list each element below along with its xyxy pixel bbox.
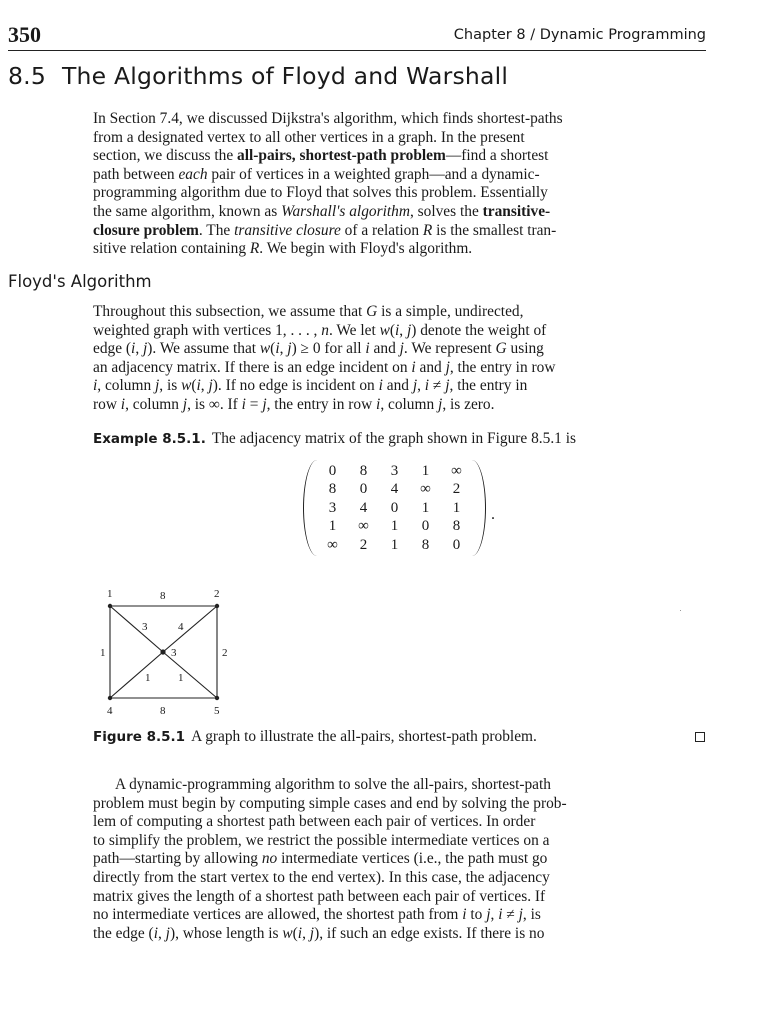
section-number: 8.5	[8, 62, 46, 90]
matrix-table	[317, 462, 472, 555]
text-line: from a designated vertex to all other vertices in a graph. In the present	[93, 128, 525, 146]
section-title	[8, 62, 508, 90]
subsection-title: Floyd's Algorithm	[8, 272, 152, 291]
matrix-row	[317, 462, 472, 481]
text-line: edge (i, j). We assume that w(i, j) ≥ 0 for all i and j. We represent G using	[93, 340, 544, 358]
edge-weight-label: 4	[178, 621, 184, 633]
matrix-cell: 1	[390, 536, 399, 553]
text-line: A dynamic-programming algorithm to solve the all-pairs, shortest-path	[115, 776, 551, 793]
example-heading	[93, 430, 576, 448]
edge-weight-label: 8	[160, 590, 166, 602]
matrix-cell: ∞	[327, 536, 338, 553]
vertex-label: 2	[214, 588, 220, 600]
edge-weight-label: 1	[178, 672, 184, 684]
matrix-cell: 4	[359, 499, 368, 516]
vertex-4	[108, 696, 112, 700]
text-line: In Section 7.4, we discussed Dijkstra's algorithm, which finds shortest-paths	[93, 110, 563, 127]
matrix-row	[317, 481, 472, 500]
page-number: 350	[8, 22, 41, 47]
edge-weight-label: 8	[160, 705, 166, 717]
matrix-cell: 1	[421, 462, 430, 479]
matrix-cell: 8	[421, 536, 430, 553]
matrix-cell: 1	[390, 518, 399, 535]
example-text: The adjacency matrix of the graph shown in Figure 8.5.1 is	[211, 430, 576, 447]
scan-speck	[680, 610, 681, 611]
matrix-cell: 0	[390, 499, 399, 516]
end-of-example-box-icon	[695, 732, 705, 742]
text-line: sitive relation containing R. We begin with Floyd's algorithm.	[93, 240, 473, 258]
matrix-cell: 0	[421, 518, 430, 535]
vertex-2	[215, 604, 219, 608]
matrix-cell: 1	[452, 499, 461, 516]
adjacency-matrix	[303, 460, 503, 556]
figure-caption	[93, 728, 707, 746]
vertex-label: 3	[171, 647, 177, 659]
matrix-row	[317, 499, 472, 518]
figure-caption-text: A graph to illustrate the all-pairs, shortest-path problem.	[191, 728, 537, 745]
text-line: the same algorithm, known as Warshall's algorithm, solves the transitive-	[93, 202, 551, 220]
text-line: lem of computing a shortest path between each pair of vertices. In order	[93, 813, 536, 831]
matrix-cell: ∞	[451, 462, 462, 479]
text-line: problem must begin by computing simple cases and end by solving the prob-	[93, 794, 567, 812]
text-line: the edge (i, j), whose length is w(i, j), if such an edge exists. If there is no	[93, 924, 545, 942]
figure-label: Figure 8.5.1	[93, 729, 186, 745]
text-line: row i, column j, is ∞. If i = j, the entry in row i, column j, is zero.	[93, 395, 495, 413]
matrix-cell: ∞	[358, 518, 369, 535]
text-line: matrix gives the length of a shortest path between each pair of vertices. If	[93, 887, 546, 905]
edge-weight-label: 3	[142, 621, 148, 633]
matrix-cell: 8	[328, 481, 337, 498]
text-line: i, column j, is w(i, j). If no edge is incident on i and j, i ≠ j, the entry in	[93, 377, 528, 395]
left-bracket	[303, 460, 318, 556]
weighted-graph-figure	[92, 584, 242, 719]
dp-paragraph	[93, 776, 707, 943]
text-line: weighted graph with vertices 1, . . . , n. We let w(i, j) denote the weight of	[93, 321, 547, 339]
vertex-label: 1	[107, 588, 113, 600]
right-bracket	[471, 460, 486, 556]
matrix-cell: 0	[328, 462, 337, 479]
matrix-row	[317, 518, 472, 537]
text-line: no intermediate vertices are allowed, the shortest path from i to j, i ≠ j, is	[93, 906, 541, 924]
vertex-3	[160, 649, 165, 654]
text-line: to simplify the problem, we restrict the possible intermediate vertices on a	[93, 831, 550, 849]
edge-weight-label: 1	[145, 672, 151, 684]
page-header	[8, 22, 706, 51]
edge-weight-label: 1	[100, 647, 106, 659]
matrix-cell: 0	[452, 536, 461, 553]
matrix-cell: 8	[452, 518, 461, 535]
matrix-terminator: .	[491, 506, 495, 523]
text-line: Throughout this subsection, we assume that G is a simple, undirected,	[93, 303, 524, 320]
running-head: Chapter 8 / Dynamic Programming	[453, 27, 706, 43]
text-line: an adjacency matrix. If there is an edge incident on i and j, the entry in row	[93, 358, 556, 376]
matrix-row	[317, 536, 472, 555]
matrix-cell: 2	[452, 481, 461, 498]
text-line: section, we discuss the all-pairs, shortest-path problem—find a shortest	[93, 147, 549, 165]
matrix-cell: 8	[359, 462, 368, 479]
matrix-cell: 4	[390, 481, 399, 498]
text-line: directly from the start vertex to the end vertex). In this case, the adjacency	[93, 868, 550, 886]
matrix-cell: 1	[328, 518, 337, 535]
text-line: closure problem. The transitive closure of a relation R is the smallest tran-	[93, 221, 557, 239]
matrix-cell: 3	[390, 462, 399, 479]
matrix-cell: ∞	[420, 481, 431, 498]
example-label: Example 8.5.1.	[93, 431, 206, 447]
matrix-cell: 3	[328, 499, 337, 516]
vertex-label: 4	[107, 705, 113, 717]
edge-4-3	[110, 652, 163, 698]
vertex-5	[215, 696, 219, 700]
vertex-label: 5	[214, 705, 220, 717]
vertex-1	[108, 604, 112, 608]
floyd-paragraph	[93, 303, 707, 415]
text-line: path—starting by allowing no intermediate vertices (i.e., the path must go	[93, 850, 548, 868]
text-line: path between each pair of vertices in a weighted graph—and a dynamic-	[93, 165, 540, 183]
section-title-text: The Algorithms of Floyd and Warshall	[61, 62, 509, 90]
matrix-cell: 1	[421, 499, 430, 516]
edge-weight-label: 2	[222, 647, 228, 659]
edge-1-3	[110, 606, 163, 652]
matrix-cell: 0	[359, 481, 368, 498]
edge-2-3	[163, 606, 217, 652]
intro-paragraph	[93, 110, 707, 259]
text-line: programming algorithm due to Floyd that solves this problem. Essentially	[93, 184, 548, 202]
matrix-cell: 2	[359, 536, 368, 553]
